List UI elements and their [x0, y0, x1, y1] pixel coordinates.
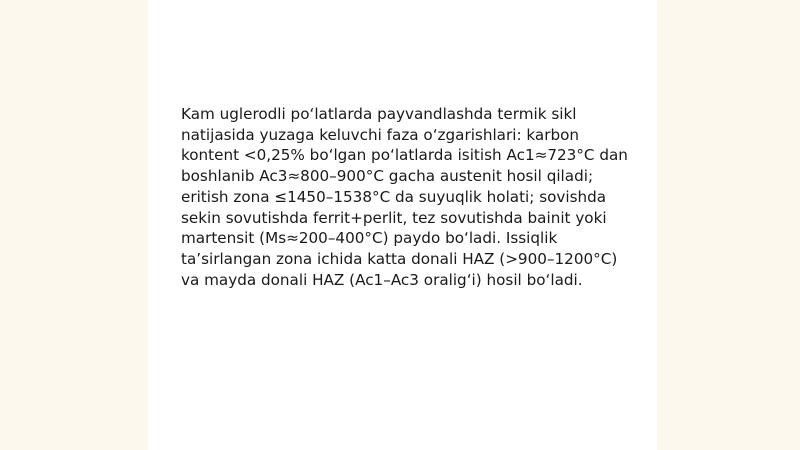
body-paragraph: Kam uglerodli po‘latlarda payvandlashda termik sikl natijasida yuzaga keluvchi faza o‘zgarishlari: karbon kontent <0,25% bo‘lgan po‘latlarda isitish Ac1≈723°C dan boshlanib Ac3≈800–900°C gacha austenit hosil qiladi; eritish zona ≤1450–1538°C da suyuqlik holati; sovishda sekin sovutishda ferrit+perlit, tez sovutishda bainit yoki martensit (Ms≈200–400°C) paydo bo‘ladi. Issiqlik ta’sirlangan zona ichida katta donali HAZ (>900–1200°C) va mayda donali HAZ (Ac1–Ac3 oralig‘i) hosil bo‘ladi.	[181, 105, 628, 289]
document-sheet	[148, 0, 657, 450]
